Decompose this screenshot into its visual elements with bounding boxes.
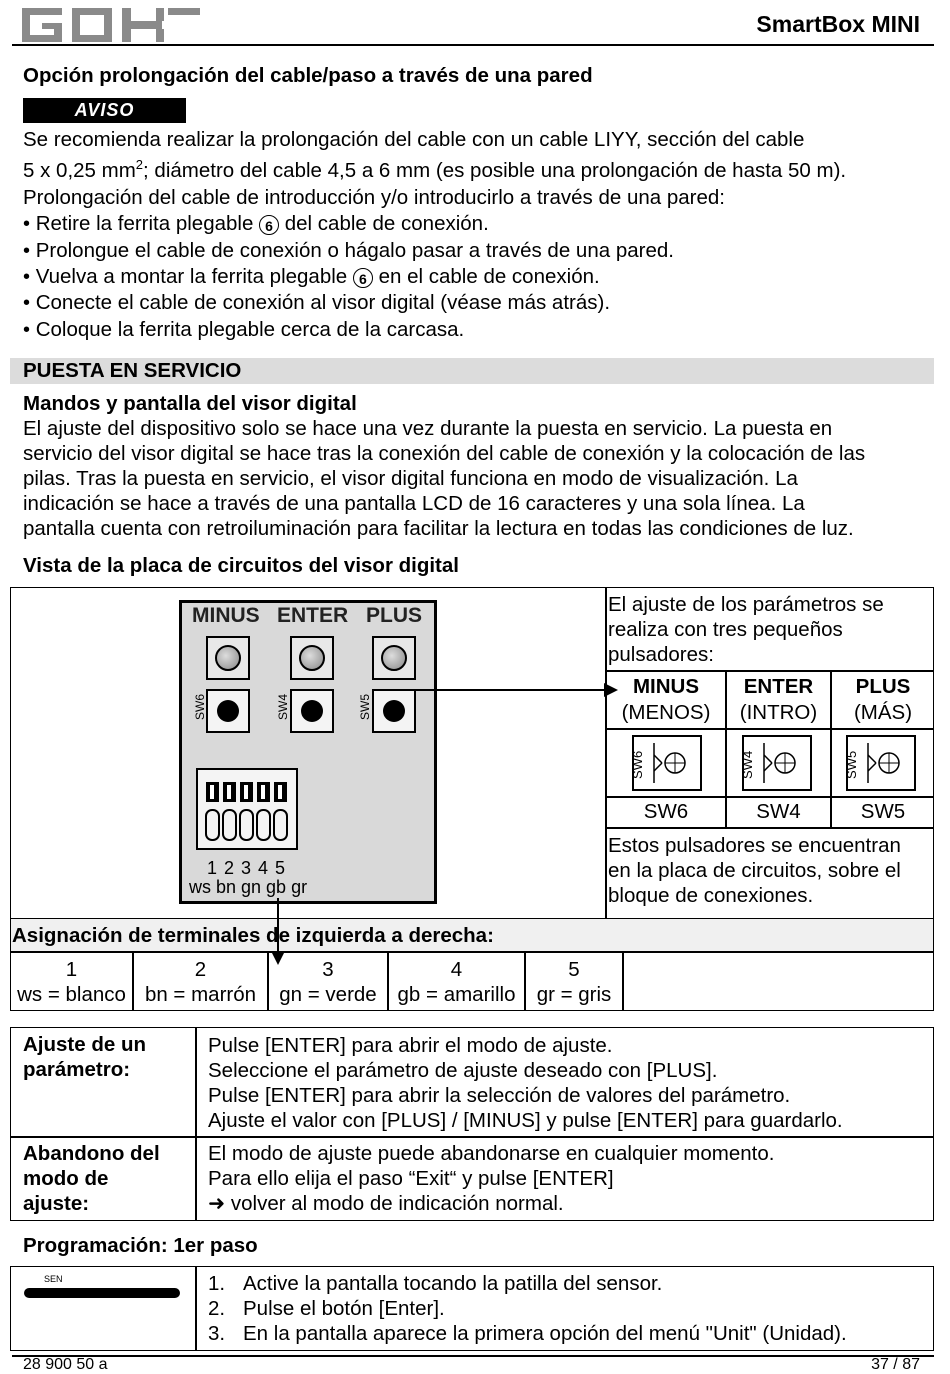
col-enter-name: ENTER: [743, 675, 814, 698]
sw4-board-label: SW4: [276, 694, 290, 721]
col-enter-sw: SW4: [756, 800, 801, 823]
product-name: SmartBox MINI: [756, 11, 920, 37]
setting-label: Abandono del: [23, 1142, 160, 1165]
setting-label: modo de: [23, 1167, 109, 1190]
col-minus-name: MINUS: [632, 675, 700, 698]
panel-intro: pulsadores:: [608, 643, 714, 666]
setting-line: ➜ volver al modo de indicación normal.: [208, 1192, 564, 1215]
step-number: 1.: [208, 1272, 226, 1295]
terminal-num: 2: [194, 958, 207, 981]
bullet-item: • Prolongue el cable de conexión o hágalo pasar a través de una pared.: [23, 239, 674, 262]
svg-text:SW4: SW4: [740, 750, 755, 779]
terminal-num: 1: [65, 958, 78, 981]
ref-6-icon: 6: [259, 215, 279, 235]
setting-line: Seleccione el parámetro de ajuste deseado con [PLUS].: [208, 1059, 718, 1082]
setting-line: El modo de ajuste puede abandonarse en cualquier momento.: [208, 1142, 775, 1165]
divider: [605, 796, 934, 798]
col-plus-name: PLUS: [855, 675, 911, 698]
board-label-enter: ENTER: [277, 604, 349, 627]
step-text: Active la pantalla tocando la patilla del sensor.: [243, 1272, 663, 1295]
panel-intro: realiza con tres pequeños: [608, 618, 843, 641]
terminal-heading: Asignación de terminales de izquierda a derecha:: [12, 924, 494, 947]
svg-text:SW5: SW5: [844, 750, 859, 779]
para-line: servicio del visor digital se hace tras la conexión del cable de conexión y la colocación de las: [23, 442, 866, 465]
panel-outro: en la placa de circuitos, sobre el: [608, 859, 901, 882]
subtitle-controls: Mandos y pantalla del visor digital: [23, 392, 357, 415]
switch-symbol-icon: [632, 735, 702, 791]
ref-6-icon: 6: [353, 268, 373, 288]
col-plus-sub: (MÁS): [853, 701, 913, 724]
pcb-title: Vista de la placa de circuitos del visor digital: [23, 554, 459, 577]
sw6-board-label: SW6: [193, 694, 207, 721]
terminal-text: bn = marrón: [144, 983, 257, 1006]
panel-outro: Estos pulsadores se encuentran: [608, 834, 901, 857]
section-title-commissioning: PUESTA EN SERVICIO: [23, 359, 242, 382]
bullet-item: • Coloque la ferrita plegable cerca de la carcasa.: [23, 318, 465, 341]
setting-label: Ajuste de un: [23, 1033, 147, 1056]
doc-number: 28 900 50 a: [23, 1356, 108, 1373]
divider: [195, 1266, 197, 1351]
setting-label: parámetro:: [23, 1058, 131, 1081]
col-minus-sw: SW6: [643, 800, 689, 823]
svg-text:SW6: SW6: [630, 750, 645, 779]
footer-rule: [12, 1355, 934, 1357]
notice-line-1: Se recomienda realizar la prolongación del cable con un cable LIYY, sección del cable: [23, 128, 805, 151]
setting-line: Ajuste el valor con [PLUS] / [MINUS] y pulse [ENTER] para guardarlo.: [208, 1109, 843, 1132]
bullet-item: • Vuelva a montar la ferrita plegable 6 en el cable de conexión.: [23, 265, 600, 288]
terminal-num: 5: [568, 958, 580, 981]
divider: [605, 670, 934, 672]
page-number: 37 / 87: [871, 1356, 920, 1373]
board-terminal-numbers: 1 2 3 4 5: [207, 858, 287, 878]
col-plus-sw: SW5: [860, 800, 906, 823]
board-terminal-codes: ws bn gn gb gr: [189, 877, 308, 897]
divider: [10, 1136, 934, 1138]
terminal-num: 3: [322, 958, 334, 981]
divider: [605, 827, 934, 829]
divider: [195, 1027, 197, 1221]
setting-line: Pulse [ENTER] para abrir el modo de ajuste.: [208, 1034, 613, 1057]
para-line: pilas. Tras la puesta en servicio, el visor digital funciona en modo de visualización. La: [23, 467, 798, 490]
para-line: El ajuste del dispositivo solo se hace una vez durante la puesta en servicio. La puesta en: [23, 417, 833, 440]
sw5-board-label: SW5: [358, 694, 372, 721]
board-label-plus: PLUS: [366, 604, 423, 627]
sensor-label: SEN: [44, 1274, 63, 1284]
setting-line: Pulse [ENTER] para abrir la selección de valores del parámetro.: [208, 1084, 791, 1107]
programming-title: Programación: 1er paso: [23, 1234, 258, 1257]
terminal-text: gn = verde: [279, 983, 377, 1006]
panel-intro: El ajuste de los parámetros se: [608, 593, 884, 616]
divider: [605, 728, 934, 730]
setting-label: ajuste:: [23, 1192, 90, 1215]
para-line: pantalla cuenta con retroiluminación para facilitar la lectura en todas las condiciones de luz.: [23, 517, 854, 540]
switch-symbol-icon: [742, 735, 812, 791]
switch-symbol-icon: [846, 735, 916, 791]
bullet-item: • Conecte el cable de conexión al visor digital (véase más atrás).: [23, 291, 611, 314]
terminal-text: gr = gris: [536, 983, 612, 1006]
panel-outro: bloque de conexiones.: [608, 884, 814, 907]
terminal-text: gb = amarillo: [397, 983, 516, 1006]
aviso-badge: AVISO: [23, 98, 186, 123]
section-title-cable: Opción prolongación del cable/paso a través de una pared: [23, 64, 593, 87]
step-text: Pulse el botón [Enter].: [243, 1297, 445, 1320]
setting-line: Para ello elija el paso “Exit“ y pulse [ENTER]: [208, 1167, 614, 1190]
bullet-item: • Retire la ferrita plegable 6 del cable de conexión.: [23, 212, 489, 235]
extension-intro: Prolongación del cable de introducción y/o introducirlo a través de una pared:: [23, 186, 725, 209]
terminal-num: 4: [450, 958, 463, 981]
divider: [622, 951, 624, 1011]
step-number: 3.: [208, 1322, 226, 1345]
col-minus-sub: (MENOS): [621, 701, 711, 724]
terminal-text: ws = blanco: [17, 983, 126, 1006]
step-number: 2.: [208, 1297, 226, 1320]
notice-line-2: 5 x 0,25 $mm^2$; diámetro del cable 4,5 a 6 mm (es posible una prolongación de hasta 50 m).: [23, 157, 847, 182]
col-enter-sub: (INTRO): [739, 701, 818, 724]
step-text: En la pantalla aparece la primera opción del menú "Unit" (Unidad).: [243, 1322, 847, 1345]
board-label-minus: MINUS: [192, 604, 260, 627]
para-line: indicación se hace a través de una pantalla LCD de 16 caracteres y una sola línea. La: [23, 492, 805, 515]
sensor-strip-icon: [24, 1288, 180, 1298]
